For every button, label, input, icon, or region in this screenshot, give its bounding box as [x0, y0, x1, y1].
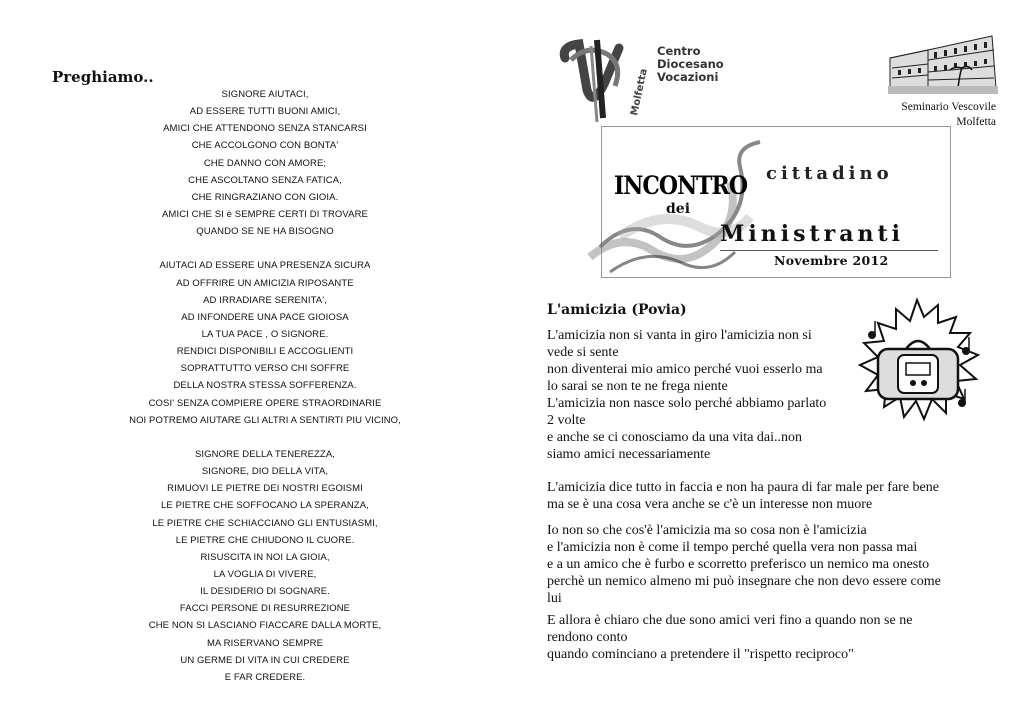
prayer-line: CHE DANNO CON AMORE; [203, 157, 327, 169]
prayer-line: RISUSCITA IN NOI LA GIOIA, [200, 551, 330, 563]
prayer-line: AMICI CHE ATTENDONO SENZA STANCARSI [163, 123, 367, 135]
prayer-line: RENDICI DISPONIBILI E ACCOGLIENTI [176, 346, 354, 358]
song-line: non diventerai mio amico perché vuoi esserlo ma [547, 362, 823, 377]
stanza-gap [100, 429, 430, 446]
prayer-line: MA RISERVANO SEMPRE [206, 637, 324, 649]
seminary-caption-line: Molfetta [956, 116, 996, 128]
prayer-line: FACCI PERSONE DI RESURREZIONE [179, 603, 351, 615]
song-line: ma se è una cosa vera anche se c'è un interesse non muore [547, 497, 873, 512]
logo-line: Vocazioni [657, 70, 719, 84]
song-line: 2 volte [547, 413, 586, 428]
prayer-line: LA TUA PACE , O SIGNORE. [201, 328, 329, 340]
prayer-text [100, 86, 430, 686]
cdv-logo-text [657, 45, 724, 84]
song-line: e a un amico che è furbo e scorretto preferisco un nemico ma onesto [547, 557, 930, 572]
song-stanzas [547, 479, 967, 663]
prayer-line: CHE ACCOLGONO CON BONTA' [191, 140, 339, 152]
song-line: e anche se ci conosciamo da una vita dai..non [547, 430, 803, 445]
event-banner [601, 126, 951, 278]
banner-dei: dei [666, 201, 691, 217]
banner-ministranti: Ministranti [720, 221, 904, 247]
prayer-line: SIGNORE DELLA TENEREZZA, [194, 448, 335, 460]
seminary-caption-line: Seminario Vescovile [901, 101, 996, 113]
prayer-line: LA VOGLIA DI VIVERE, [213, 568, 317, 580]
prayer-line: AIUTACI AD ESSERE UNA PRESENZA SICURA [159, 260, 371, 272]
prayer-line: SIGNORE, DIO DELLA VITA, [201, 466, 329, 478]
prayer-line: SIGNORE AIUTACI, [221, 89, 309, 100]
prayer-line: E FAR CREDERE. [224, 671, 306, 683]
song-line: L'amicizia non si vanta in giro l'amicizia non si [547, 328, 812, 343]
prayer-line: QUANDO SE NE HA BISOGNO [196, 226, 334, 238]
banner-cittadino: cittadino [766, 163, 893, 184]
song-line: rendono conto [547, 630, 628, 645]
cdv-logo-icon [557, 38, 650, 130]
prayer-line: LE PIETRE CHE SOFFOCANO LA SPERANZA, [161, 500, 369, 512]
prayer-line: LE PIETRE CHE CHIUDONO IL CUORE. [175, 534, 355, 546]
song-line: lui [547, 591, 562, 606]
stanza-gap [100, 240, 430, 257]
song-stanza-1 [547, 327, 847, 463]
prayer-line: AD IRRADIARE SERENITA', [203, 294, 327, 306]
prayer-line: AD OFFRIRE UN AMICIZIA RIPOSANTE [176, 277, 354, 289]
logo-vertical-text: Molfetta [629, 67, 650, 117]
prayer-line: SOPRATTUTTO VERSO CHI SOFFRE [180, 363, 350, 375]
song-line: perchè un nemico almeno mi può insegnare che non devo essere come [547, 574, 941, 589]
banner-rule [720, 250, 938, 251]
seminary-building-image [888, 28, 998, 94]
song-line: vede si sente [547, 345, 619, 360]
prayer-line: CHE ASCOLTANO SENZA FATICA, [188, 174, 342, 186]
prayer-line: CHE RINGRAZIANO CON GIOIA. [191, 191, 339, 203]
prayer-line: DELLA NOSTRA STESSA SOFFERENZA. [173, 380, 357, 392]
logo-line: Centro [657, 44, 701, 58]
song-title: L'amicizia (Povia) [547, 302, 687, 318]
logo-line: Diocesano [657, 57, 724, 71]
prayer-line: IL DESIDERIO DI SOGNARE. [200, 586, 330, 598]
banner-incontro: INCONTRO [614, 171, 748, 201]
radio-music-icon [850, 295, 985, 445]
prayer-line: AD INFONDERE UNA PACE GIOIOSA [181, 311, 349, 323]
prayer-line: COSI' SENZA COMPIERE OPERE STRAORDINARIE [148, 397, 382, 409]
prayer-title: Preghiamo.. [52, 68, 154, 86]
song-line: e l'amicizia non è come il tempo perché quella vera non passa mai [547, 540, 918, 555]
prayer-line: AMICI CHE SI è SEMPRE CERTI DI TROVARE [162, 208, 368, 220]
prayer-line: LE PIETRE CHE SCHIACCIANO GLI ENTUSIASMI, [152, 517, 378, 529]
prayer-line: RIMUOVI LE PIETRE DEI NOSTRI EGOISMI [167, 483, 363, 495]
song-line: quando cominciano a pretendere il "rispetto reciproco" [547, 647, 854, 662]
song-line: lo sarai se non te ne frega niente [547, 379, 728, 394]
song-line: Io non so che cos'è l'amicizia ma so cosa non è l'amicizia [547, 523, 867, 538]
song-line: E allora è chiaro che due sono amici veri fino a quando non se ne [547, 613, 913, 628]
prayer-line: CHE NON SI LASCIANO FIACCARE DALLA MORTE, [148, 620, 382, 632]
song-line: L'amicizia dice tutto in faccia e non ha paura di far male per fare bene [547, 480, 939, 495]
prayer-line: UN GERME DI VITA IN CUI CREDERE [180, 654, 350, 666]
song-line: siamo amici necessariamente [547, 447, 711, 462]
banner-date: Novembre 2012 [774, 253, 889, 268]
prayer-line: NOI POTREMO AIUTARE GLI ALTRI A SENTIRTI PIU VICINO, [129, 414, 401, 426]
song-line: L'amicizia non nasce solo perché abbiamo parlato [547, 396, 827, 411]
prayer-line: AD ESSERE TUTTI BUONI AMICI, [189, 106, 341, 118]
